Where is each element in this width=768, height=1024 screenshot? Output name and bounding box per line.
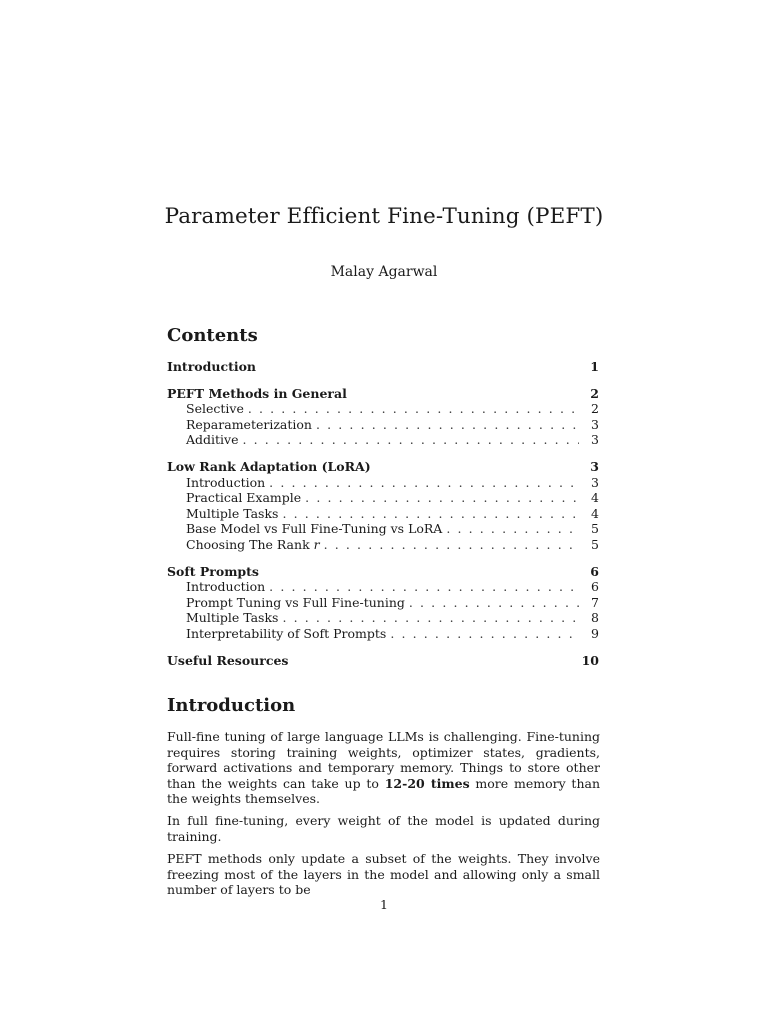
toc-subentry-title [186, 537, 320, 553]
toc-subentry[interactable] [167, 490, 599, 506]
toc-subentry-page: 5 [591, 536, 599, 552]
toc-subentry-title [186, 521, 442, 537]
toc-leader-dots [243, 432, 579, 448]
toc-subentry-title [186, 417, 312, 433]
toc-entry[interactable] [167, 386, 599, 402]
toc-section [167, 564, 599, 642]
toc-subentry-title-text: Selective [186, 401, 244, 417]
toc-subentry[interactable] [167, 506, 599, 522]
toc-entry[interactable] [167, 564, 599, 580]
toc-entry-page: 3 [590, 458, 599, 474]
toc-subentry-page: 6 [591, 579, 599, 595]
toc-leader-dots [282, 506, 579, 522]
toc-section [167, 359, 599, 375]
toc-subentry-page: 7 [591, 594, 599, 610]
toc-subentry-title [186, 626, 386, 642]
toc-subentry[interactable] [167, 401, 599, 417]
toc-subentry[interactable] [167, 579, 599, 595]
toc-subentry-page: 2 [591, 401, 599, 417]
toc-subentry-page: 9 [591, 625, 599, 641]
toc-subentry-title [186, 490, 301, 506]
toc-subentry-page: 3 [591, 416, 599, 432]
toc-subentry-title-text: Choosing The Rank [186, 536, 310, 552]
toc-subentry[interactable] [167, 626, 599, 642]
toc-subentry-title-text: Multiple Tasks [186, 505, 279, 521]
introduction-heading: Introduction [167, 695, 296, 716]
toc-entry-title: Low Rank Adaptation (LoRA) [167, 458, 371, 474]
toc-entry-page: 2 [590, 385, 599, 401]
toc-subentry[interactable] [167, 595, 599, 611]
toc-subentry-page: 4 [591, 505, 599, 521]
toc-subentry[interactable] [167, 610, 599, 626]
toc-entry-title: Introduction [167, 359, 257, 374]
toc-subentry-title-text: Base Model vs Full Fine-Tuning vs LoRA [186, 521, 443, 537]
toc-entry-page: 10 [581, 652, 599, 668]
table-of-contents [167, 359, 599, 679]
toc-subentry[interactable] [167, 432, 599, 448]
toc-subentry-page: 5 [591, 521, 599, 537]
toc-entry[interactable] [167, 459, 599, 475]
toc-leader-dots [248, 401, 579, 417]
page-number: 1 [380, 897, 388, 912]
toc-entry[interactable] [167, 359, 599, 375]
toc-entry[interactable] [167, 653, 599, 669]
toc-subentry-title [186, 610, 278, 626]
toc-section [167, 459, 599, 553]
toc-entry-title: Useful Resources [167, 652, 289, 668]
toc-entry-page: 6 [590, 563, 599, 579]
toc-subentry-title-text: Introduction [186, 474, 266, 490]
toc-leader-dots [390, 626, 579, 642]
toc-leader-dots [324, 537, 579, 553]
toc-subentry[interactable] [167, 521, 599, 537]
toc-subentry-page: 8 [591, 610, 599, 626]
toc-subentry-title [186, 506, 278, 522]
toc-leader-dots [269, 579, 579, 595]
toc-subentry-title-text: Multiple Tasks [186, 610, 279, 626]
toc-entry-title: PEFT Methods in General [167, 385, 347, 401]
toc-subentry-title-text: Introduction [186, 579, 266, 595]
toc-subentry[interactable] [167, 475, 599, 491]
toc-leader-dots [446, 521, 579, 537]
toc-subentry-title-text: Reparameterization [186, 416, 312, 432]
introduction-body [167, 729, 600, 904]
toc-subentry-page: 3 [591, 474, 599, 490]
toc-subentry-title-text: Prompt Tuning vs Full Fine-tuning [186, 594, 405, 610]
toc-subentry[interactable] [167, 537, 599, 553]
toc-entry-title: Soft Prompts [167, 563, 259, 579]
toc-subentry-title-text: Additive [186, 432, 239, 448]
toc-subentry-title [186, 475, 265, 491]
toc-subentry-title-text: Practical Example [186, 490, 302, 506]
toc-subentry-page: 3 [591, 432, 599, 448]
toc-subentry-title [186, 432, 239, 448]
toc-subentry-title-text: Interpretability of Soft Prompts [186, 625, 387, 641]
toc-entry-page: 1 [590, 359, 599, 374]
toc-subentry-title [186, 401, 244, 417]
emphasis-text: 12-20 times [384, 775, 470, 791]
paragraph-text: Full-fine tuning of large language LLMs is challenging. Fine-tuning requires storing training weights, optimizer states, gradients, forward activations and temporary memory. Things to store other than the weights can take up to [167, 729, 600, 791]
toc-leader-dots [316, 417, 579, 433]
toc-section [167, 386, 599, 448]
toc-subentry-title [186, 579, 265, 595]
toc-subentry-page: 4 [591, 490, 599, 506]
paragraph: PEFT methods only update a subset of the weights. They involve freezing most of the layers in the model and allowing only a small number of layers to be [167, 851, 600, 898]
toc-leader-dots [305, 490, 579, 506]
document-author: Malay Agarwal [330, 264, 438, 280]
paragraph [167, 729, 600, 807]
toc-section [167, 653, 599, 669]
document-title: Parameter Efficient Fine-Tuning (PEFT) [164, 204, 604, 229]
toc-leader-dots [409, 595, 579, 611]
toc-subentry-math: r [313, 536, 320, 552]
toc-subentry-title [186, 595, 405, 611]
toc-subentry[interactable] [167, 417, 599, 433]
toc-leader-dots [282, 610, 579, 626]
paragraph: In full fine-tuning, every weight of the model is updated during training. [167, 813, 600, 845]
toc-leader-dots [269, 475, 579, 491]
paragraph-text: more memory than the weights themselves. [167, 775, 600, 807]
contents-heading: Contents [167, 325, 258, 346]
